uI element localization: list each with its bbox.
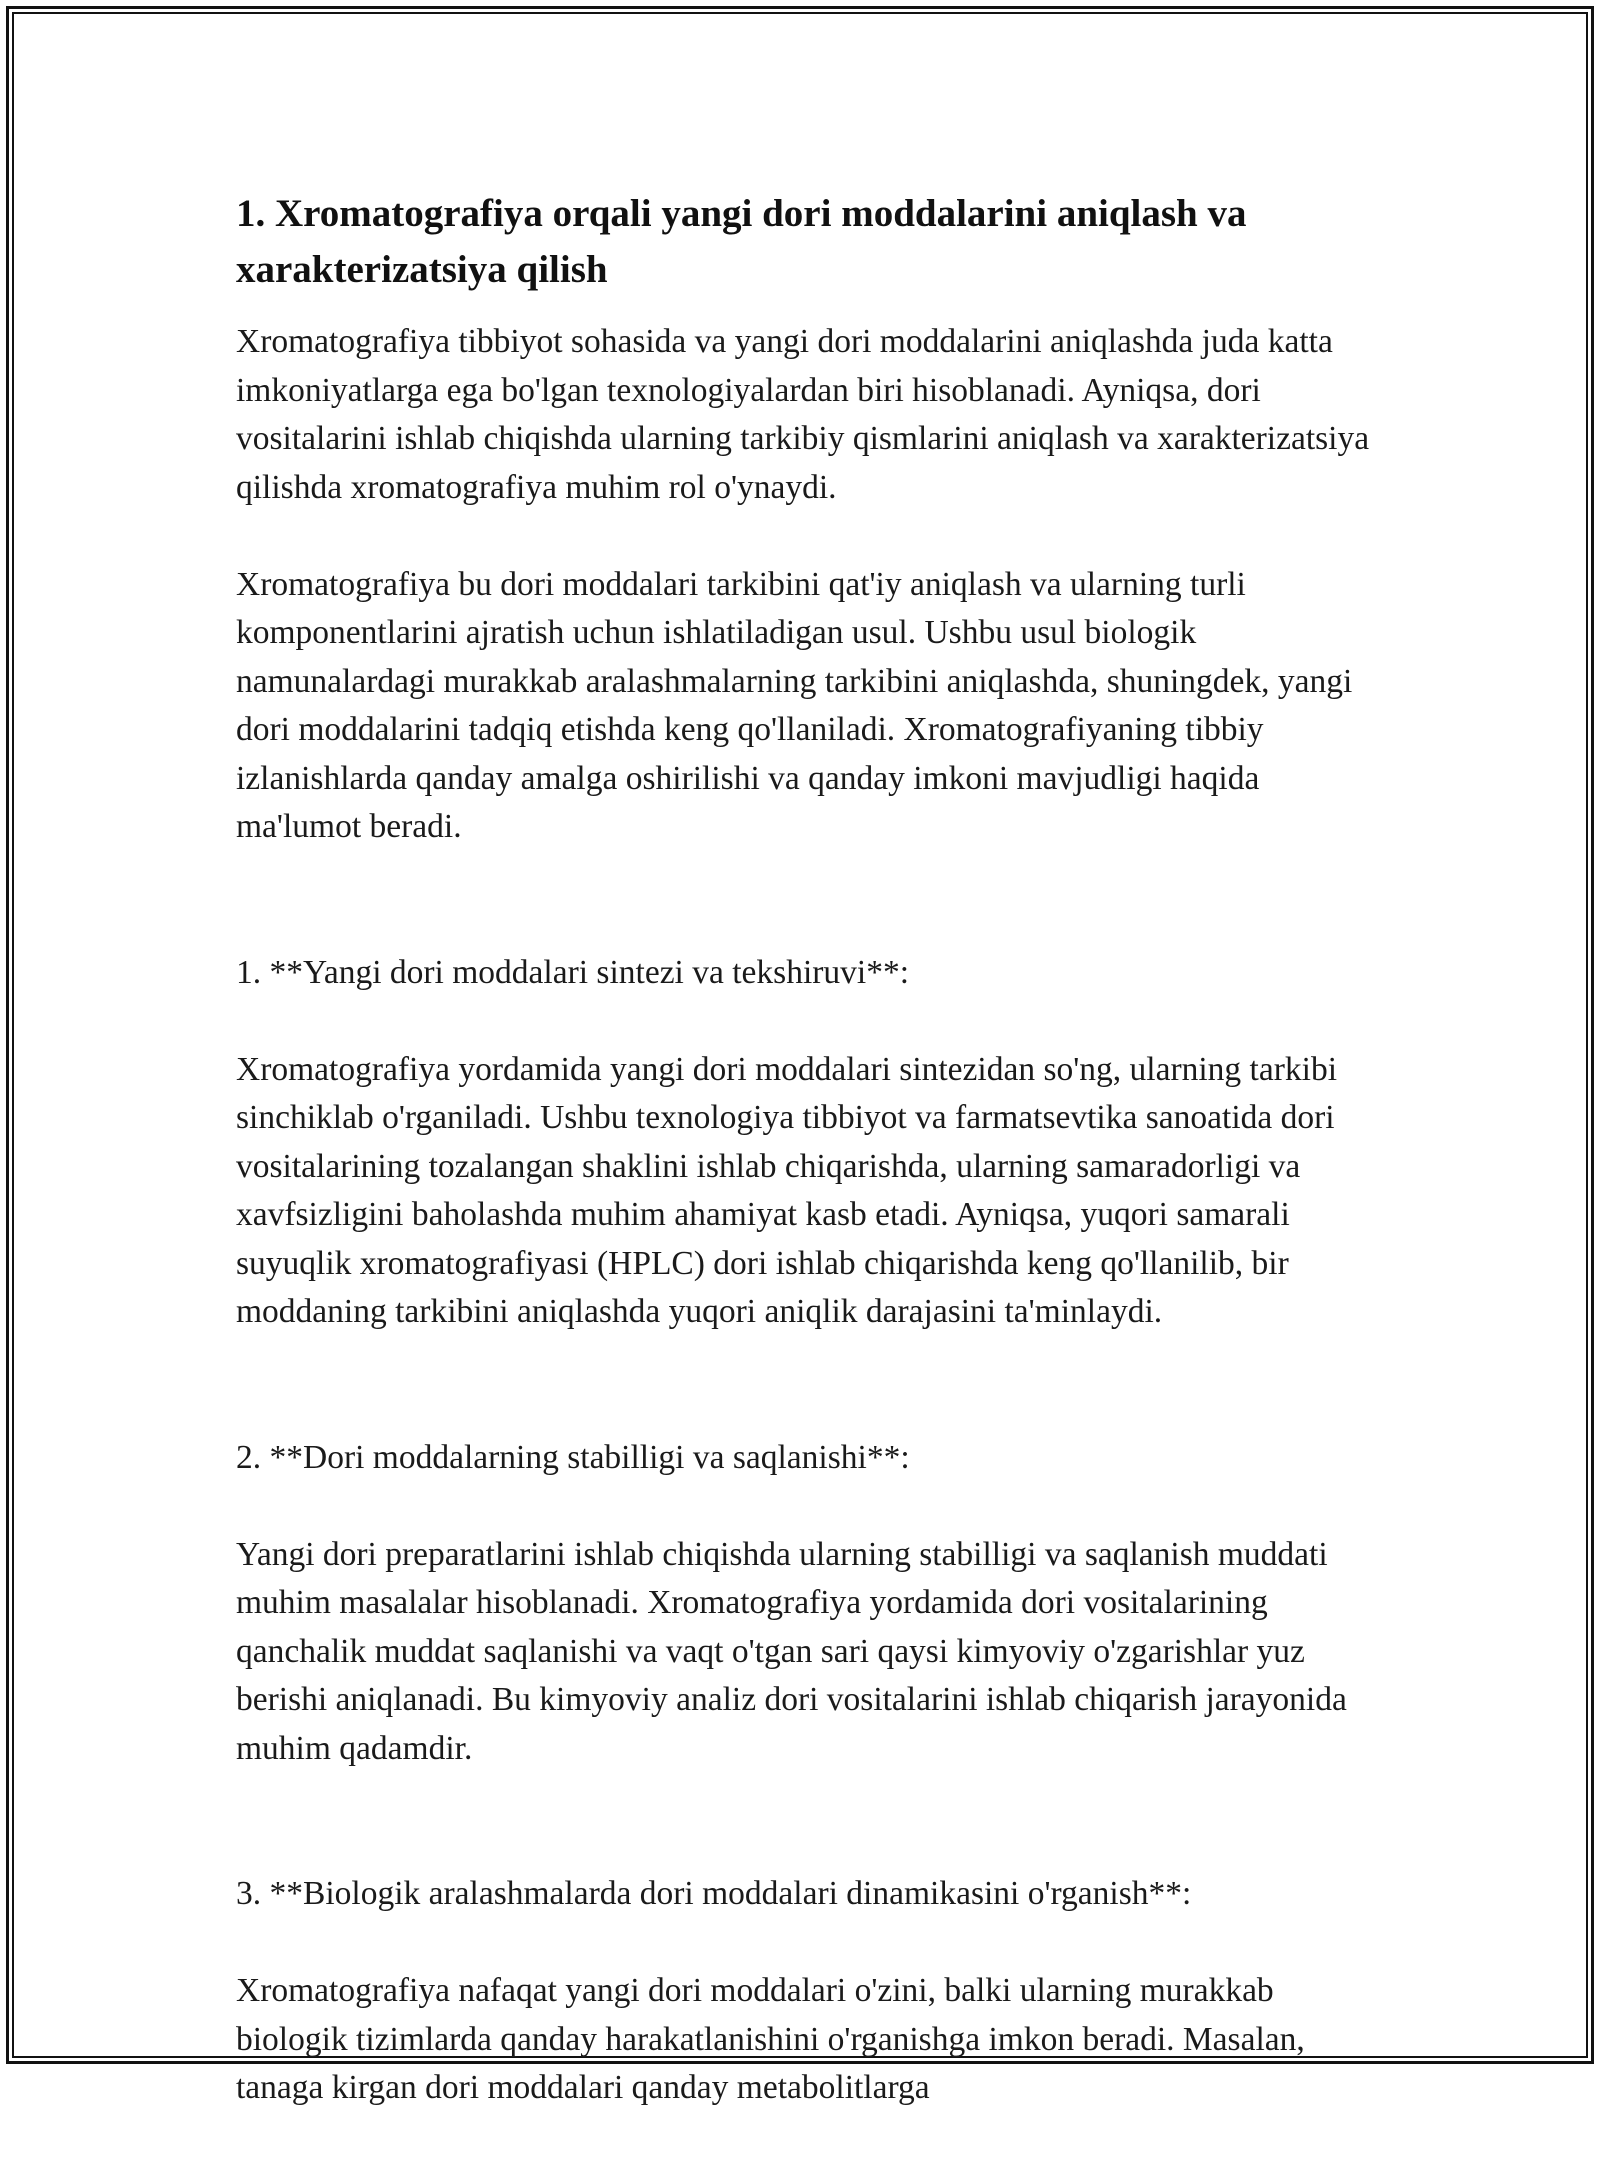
document-body <box>236 186 1386 2161</box>
intro-paragraph: Xromatografiya bu dori moddalari tarkibini qat'iy aniqlash va ularning turli komponentlarini ajratish uchun ishlatiladigan usul. Ushbu usul biologik namunalardagi murakkab aralashmalarning tarkibini aniqlashda, shuningdek, yangi dori moddalarini tadqiq etishda keng qo'llaniladi. Xromatografiyaning tibbiy izlanishlarda qanday amalga oshirilishi va qanday imkoni mavjudligi haqida ma'lumot beradi. <box>236 565 1353 845</box>
section-body: Yangi dori preparatlarini ishlab chiqishda ularning stabilligi va saqlanish muddati muhim masalalar hisoblanadi. Xromatografiya yordamida dori vositalarining qanchalik muddat saqlanishi va vaqt o'tgan sari qaysi kimyoviy o'zgarishlar yuz berishi aniqlanadi. Bu kimyoviy analiz dori vositalarini ishlab chiqarish jarayonida muhim qadamdir. <box>236 1535 1347 1767</box>
section-heading: 1. **Yangi dori moddalari sintezi va tekshiruvi**: <box>236 953 910 991</box>
section-item <box>236 1385 1386 1773</box>
document-title: 1. Xromatografiya orqali yangi dori moddalarini aniqlash va xarakterizatsiya qilish <box>236 192 1247 291</box>
section-heading: 3. **Biologik aralashmalarda dori moddalari dinamikasini o'rganish**: <box>236 1875 1192 1912</box>
section-item <box>236 1822 1386 2113</box>
section-body: Xromatografiya yordamida yangi dori moddalari sintezidan so'ng, ularning tarkibi sinchiklab o'rganiladi. Ushbu texnologiya tibbiyot va farmatsevtika sanoatida dori vositalarining tozalangan shaklini ishlab chiqarishda, ularning samaradorligi va xavfsizligini baholashda muhim ahamiyat kasb etadi. Ayniqsa, yuqori samarali suyuqlik xromatografiyasi (HPLC) dori ishlab chiqarishda keng qo'llanilib, bir moddaning tarkibini aniqlashda yuqori aniqlik darajasini ta'minlaydi. <box>236 1050 1338 1330</box>
section-body: Xromatografiya nafaqat yangi dori moddalari o'zini, balki ularning murakkab biologik tizimlarda qanday harakatlanishini o'rganishga imkon beradi. Masalan, tanaga kirgan dori moddalari qanday metabolitlarga <box>236 1972 1305 2106</box>
section-heading: 2. **Dori moddalarning stabilligi va saqlanishi**: <box>236 1438 910 1476</box>
section-item <box>236 900 1386 1337</box>
intro-paragraph: Xromatografiya tibbiyot sohasida va yangi dori moddalarini aniqlashda juda katta imkoniyatlarga ega bo'lgan texnologiyalardan biri hisoblanadi. Ayniqsa, dori vositalarini ishlab chiqishda ularning tarkibiy qismlarini aniqlash va xarakterizatsiya qilishda xromatografiya muhim rol o'ynaydi. <box>236 323 1370 506</box>
